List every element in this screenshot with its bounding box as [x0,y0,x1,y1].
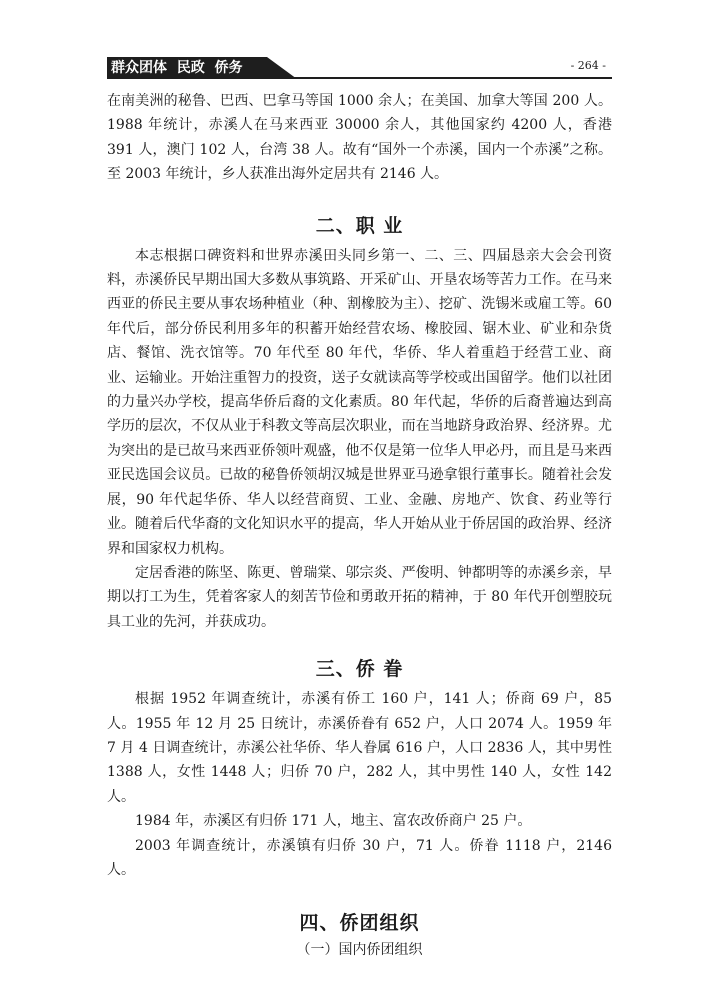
paragraph-intro: 在南美洲的秘鲁、巴西、巴拿马等国 1000 余人；在美国、加拿大等国 200 人。1988 年统计，赤溪人在马来西亚 30000 余人，其他国家约 4200 人，香港 391 人，澳门 102 人，台湾 38 人。故有“国外一个赤溪，国内一个赤溪”之称。至 2003 年统计，乡人获准出海外定居共有 2146 人。 [107,93,612,183]
page-body [107,89,612,961]
running-header [107,57,612,79]
paragraph: 2003 年调查统计，赤溪镇有归侨 30 户，71 人。侨眷 1118 户，2146 人。 [107,837,612,878]
subsection-heading: （一）国内侨团组织 [296,942,423,959]
section-heading-occupation: 二、职 业 [315,214,404,237]
page-number: - 264 - [570,59,606,72]
header-title: 群众团体 民政 侨务 [111,60,243,76]
section-heading-dependents: 三、侨 眷 [315,658,404,681]
paragraph: 定居香港的陈坚、陈更、曾瑞棠、邬宗炎、严俊明、钟都明等的赤溪乡亲，早期以打工为生，凭着客家人的刻苦节俭和勇敢开拓的精神，于 80 年代开创塑胶玩具工业的先河，并获成功。 [107,564,612,630]
section-heading-organizations: 四、侨团组织 [299,912,420,935]
paragraph: 本志根据口碑资料和世界赤溪田头同乡第一、二、三、四届恳亲大会会刊资料，赤溪侨民早期出国大多数从事筑路、开采矿山、开垦农场等苦力工作。在马来西亚的侨民主要从事农场种植业（种、割橡胶为主）、挖矿、洗锡米或雇工等。60 年代后，部分侨民利用多年的积蓄开始经营农场、橡胶园、锯木业、矿业和杂货店、餐馆、洗衣馆等。70 年代至 80 年代，华侨、华人着重趋于经营工业、商业、运输业。开始注重智力的投资，送子女就读高等学校或出国留学。他们以社团的力量兴办学校，提高华侨后裔的文化素质。80 年代起，华侨的后裔普遍达到高学历的层次，不仅从业于科教文等高层次职业，而在当地跻身政治界、经济界。尤为突出的是已故马来西亚侨领叶观盛，他不仅是第一位华人甲必丹，而且是马来西亚民选国会议员。已故的秘鲁侨领胡汉城是世界亚马逊拿银行董事长。随着社会发展，90 年代起华侨、华人以经营商贸、工业、金融、房地产、饮食、药业等行业。随着后代华裔的文化知识水平的提高，华人开始从业于侨居国的政治界、经济界和国家权力机构。 [107,247,612,557]
header-rule [287,77,612,79]
paragraph: 根据 1952 年调查统计，赤溪有侨工 160 户，141 人；侨商 69 户，85 人。1955 年 12 月 25 日统计，赤溪侨眷有 652 户，人口 2074 人。1959 年 7 月 4 日调查统计，赤溪公社华侨、华人眷属 616 户，人口 2836 人，其中男性 1388 人，女性 1448 人；归侨 70 户，282 人，其中男性 140 人，女性 142 人。 [107,691,612,805]
paragraph: 1984 年，赤溪区有归侨 171 人，地主、富农改侨商户 25 户。 [135,813,532,830]
